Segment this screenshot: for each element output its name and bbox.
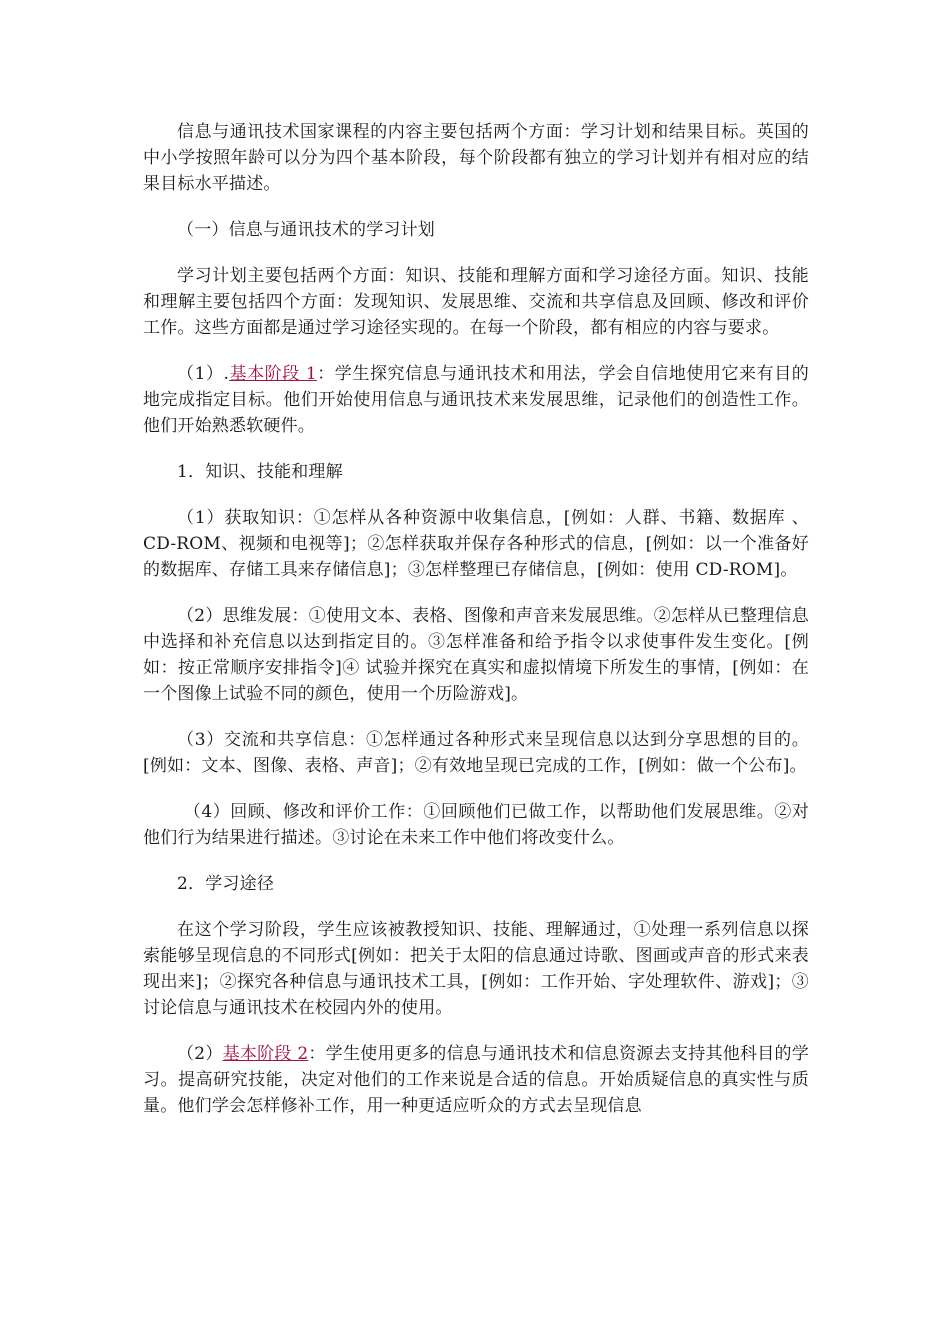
key-stage-1-prefix: （1）.	[177, 364, 230, 384]
section-heading-study-plan: （一）信息与通讯技术的学习计划	[177, 220, 435, 240]
key-stage-2-text: ：学生使用更多的信息与通讯技术和信息资源去支持其他科目的学习。提高研究技能，决定对他们的工作来说是合适的信息。开始质疑信息的真实性与质量。他们学会怎样修补工作，用一种更适应听众的方式去呈现信息	[143, 1044, 809, 1116]
key-stage-1-paragraph	[143, 361, 809, 439]
subheading-knowledge-skills: 1．知识、技能和理解	[177, 462, 343, 482]
key-stage-1-link[interactable]: 基本阶段 1	[229, 364, 317, 384]
study-plan-paragraph: 学习计划主要包括两个方面：知识、技能和理解方面和学习途径方面。知识、技能和理解主要包括四个方面：发现知识、发展思维、交流和共享信息及回顾、修改和评价工作。这些方面都是通过学习途径实现的。在每一个阶段，都有相应的内容与要求。	[143, 266, 809, 338]
subheading-learning-approach: 2．学习途径	[177, 874, 275, 894]
communicate-share-paragraph: （3）交流和共享信息：①怎样通过各种形式来呈现信息以达到分享思想的目的。[例如：文本、图像、表格、声音]；②有效地呈现已完成的工作，[例如：做一个公布]。	[143, 730, 809, 776]
key-stage-2-link[interactable]: 基本阶段 2	[222, 1044, 309, 1064]
learning-approach-paragraph: 在这个学习阶段，学生应该被教授知识、技能、理解通过，①处理一系列信息以探索能够呈现信息的不同形式[例如：把关于太阳的信息通过诗歌、图画或声音的形式来表现出来]；②探究各种信息与通讯技术工具，[例如：工作开始、字处理软件、游戏]；③讨论信息与通讯技术在校园内外的使用。	[143, 920, 809, 1018]
intro-paragraph: 信息与通讯技术国家课程的内容主要包括两个方面：学习计划和结果目标。英国的中小学按照年龄可以分为四个基本阶段，每个阶段都有独立的学习计划并有相对应的结果目标水平描述。	[143, 122, 809, 194]
key-stage-2-paragraph	[143, 1041, 809, 1119]
document-body	[143, 119, 809, 1139]
key-stage-2-prefix: （2）	[177, 1044, 223, 1064]
develop-thinking-paragraph: （2）思维发展：①使用文本、表格、图像和声音来发展思维。②怎样从已整理信息中选择和补充信息以达到指定目的。③怎样准备和给予指令以求使事件发生变化。[例如：按正常顺序安排指令]④ 试验并探究在真实和虚拟情境下所发生的事情，[例如：在一个图像上试验不同的颜色，使用一个历险游戏]。	[143, 606, 809, 704]
review-evaluate-paragraph: （4）回顾、修改和评价工作：①回顾他们已做工作，以帮助他们发展思维。②对他们行为结果进行描述。③讨论在未来工作中他们将改变什么。	[143, 802, 809, 848]
acquire-knowledge-paragraph: （1）获取知识：①怎样从各种资源中收集信息，[例如：人群、书籍、数据库 、CD-ROM、视频和电视等]；②怎样获取并保存各种形式的信息，[例如：以一个准备好的数据库、存储工具来存储信息]；③怎样整理已存储信息，[例如：使用 CD-ROM]。	[143, 508, 809, 580]
key-stage-1-text: ：学生探究信息与通讯技术和用法，学会自信地使用它来有目的地完成指定目标。他们开始使用信息与通讯技术来发展思维，记录他们的创造性工作。他们开始熟悉软硬件。	[143, 364, 809, 436]
